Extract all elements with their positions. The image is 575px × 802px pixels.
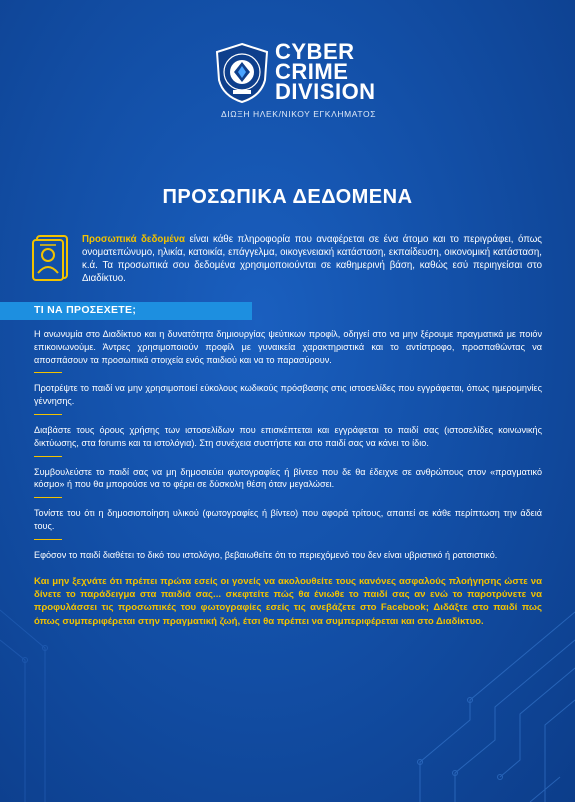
- brand-wordmark: [275, 39, 376, 104]
- intro-paragraph: [82, 233, 542, 285]
- personal-id-card-icon: [32, 233, 70, 281]
- tip-separator: [34, 414, 62, 415]
- tip-item: Εφόσον το παιδί διαθέτει το δικό του ιστολόγιο, βεβαιωθείτε ότι το περιεχόμενό του δεν είναι υβριστικό ή ρατσιστικό.: [34, 549, 498, 560]
- tip-item: Η ανωνυμία στο Διαδίκτυο και η δυνατότητα δημιουργίας ψεύτικων προφίλ, οδηγεί στο να μην ξέρουμε πραγματικά με ποιόν επικοινωνούμε. Άντρες χρησιμοποιούν προφίλ με γυναικεία χαρακτηριστικά και το αντίστροφο, προσπαθώντας να αποσπάσουν τα προσωπικά στοιχεία ενός παιδιού και να το παρασύρουν.: [34, 329, 542, 365]
- tips-list: [34, 328, 542, 562]
- page-title: ΠΡΟΣΩΠΙΚΑ ΔΕΔΟΜΕΝΑ: [162, 186, 413, 208]
- tip-separator: [34, 456, 62, 457]
- brand-line-3: DIVISION: [275, 79, 376, 104]
- header-subtitle: ΔΙΩΞΗ ΗΛΕΚ/ΝΙΚΟΥ ΕΓΚΛΗΜΑΤΟΣ: [221, 109, 377, 119]
- hellenic-police-seal-icon: [213, 42, 271, 104]
- intro-highlight: Προσωπικά δεδομένα: [82, 234, 185, 245]
- tip-item: Συμβουλεύστε το παιδί σας να μη δημοσιεύει φωτογραφίες ή βίντεο που δε θα έδειχνε σε ανθρώπους στον «πραγματικό κόσμο» ή που θα μπορούσε να το φέρει σε δύσκολη θέση όταν μεγαλώσει.: [34, 466, 542, 490]
- brand-line-2: CRIME: [275, 59, 349, 84]
- section-label: ΤΙ ΝΑ ΠΡΟΣΕΧΕΤΕ;: [34, 304, 137, 316]
- closing-paragraph: Και μην ξεχνάτε ότι πρέπει πρώτα εσείς οι γονείς να ακολουθείτε τους κανόνες ασφαλούς πλοήγησης ώστε να δίνετε το παράδειγμα στα παιδιά σας... σκεφτείτε πώς θα ένιωθε το παιδί σας αν ενώ το παροτρύνετε να προφυλάσσει τις προσωπικές του φωτογραφίες εσείς τις ανεβάζετε στο Facebook; Διδάξτε στο παιδί πως όπως συμπεριφέρεται στην πραγματική ζωή, έτσι θα πρέπει να συμπεριφέρεται και στο Διαδίκτυο.: [34, 576, 542, 627]
- header: [0, 40, 575, 130]
- brand-line-1: CYBER: [275, 39, 355, 64]
- tip-item: Προτρέψτε το παιδί να μην χρησιμοποιεί εύκολους κωδικούς πρόσβασης στις ιστοσελίδες που εγγράφεται, όπως ημερομηνίες γέννησης.: [34, 383, 542, 407]
- tip-separator: [34, 497, 62, 498]
- tip-separator: [34, 372, 62, 373]
- tip-item: Διαβάστε τους όρους χρήσης των ιστοσελίδων που επισκέπτεται και εγγράφεται το παιδί σας (ιστοσελίδες κοινωνικής δικτύωσης, στα forums και τα ιστολόγια). Στη συνέχεια συστήστε και στο παιδί σας να κάνει το ίδιο.: [34, 424, 542, 448]
- intro-text: είναι κάθε πληροφορία που αναφέρεται σε ένα άτομο και το περιγράφει, όπως ονοματεπώνυμο, ηλικία, κατοικία, επάγγελμα, οικογενειακή κατάσταση, εκπαίδευση, οικονομική κατάσταση, κ.ά. Τα προσωπικά σου δεδομένα χρησιμοποιούνται σε καθημερινή βάση, καθώς εσύ περιηγείσαι στο Διαδίκτυο.: [82, 234, 542, 284]
- tip-item: Τονίστε του ότι η δημοσιοποίηση υλικού (φωτογραφίες ή βίντεο) που αφορά τρίτους, απαιτεί σε κάθε περίπτωση την άδειά τους.: [34, 508, 542, 531]
- tip-separator: [34, 539, 62, 540]
